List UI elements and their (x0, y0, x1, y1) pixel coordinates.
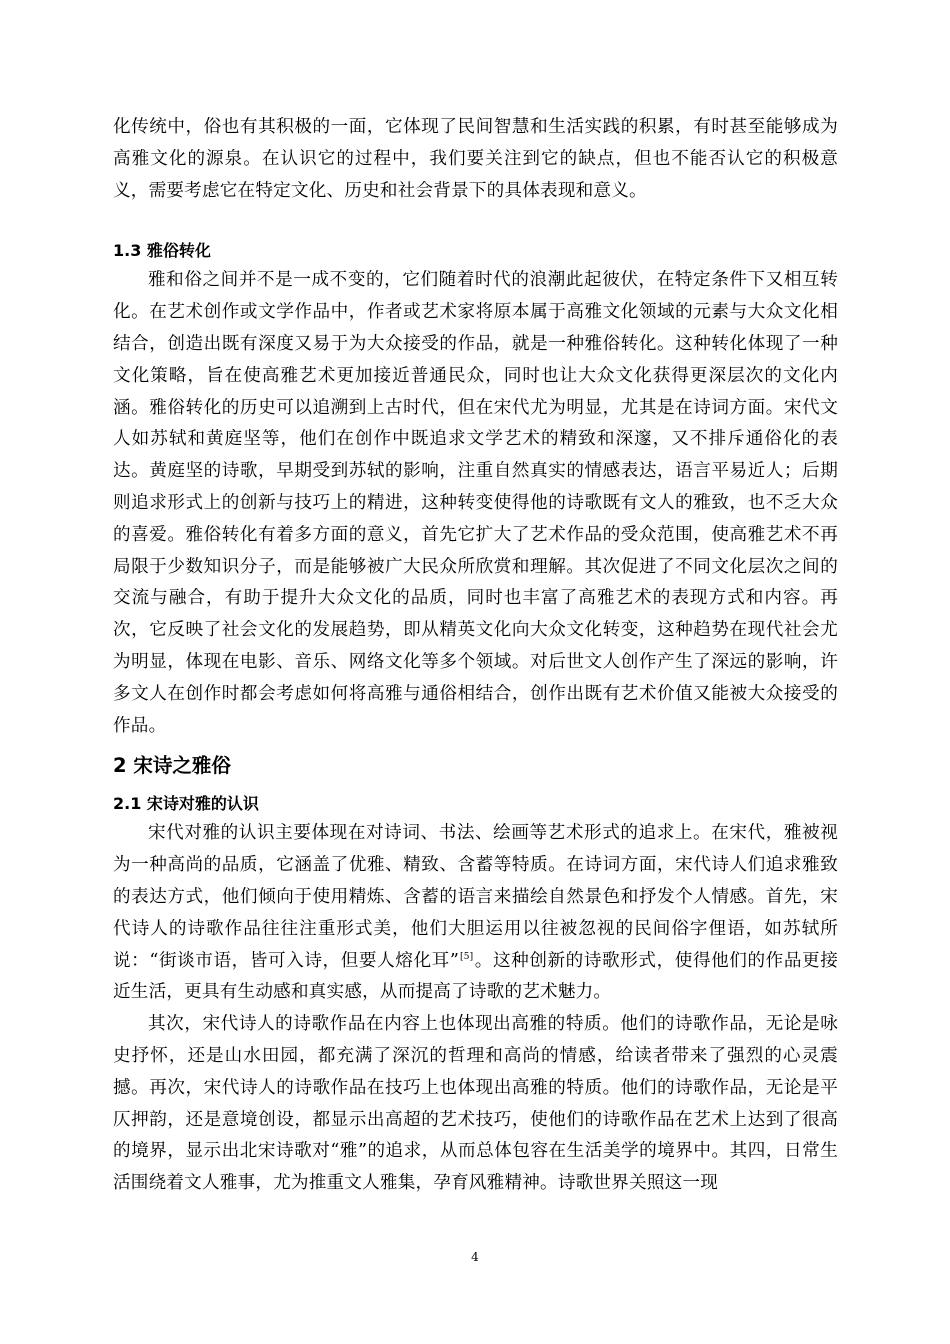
document-page (113, 112, 838, 1200)
spacer (113, 742, 838, 750)
section-2-1-paragraph-1 (113, 818, 838, 1009)
paragraph-text: 。这种创新的诗歌形式，使得他们的作品更接近生活，更具有生动感和真实感，从而提高了诗歌的艺术魅力。 (113, 950, 838, 1003)
page-number: 4 (471, 1250, 479, 1264)
paragraph-text: 宋代对雅的认识主要体现在对诗词、书法、绘画等艺术形式的追求上。在宋代，雅被视为一种高尚的品质，它涵盖了优雅、精致、含蓄等特质。在诗词方面，宋代诗人们追求雅致的表达方式，他们倾向于使用精炼、含蓄的语言来描绘自然景色和抒发个人情感。首先，宋代诗人的诗歌作品往往注重形式美，他们大胆运用以往被忽视的民间俗字俚语，如苏轼所说：“街谈市语，皆可入诗，但要人熔化耳” (113, 823, 838, 971)
spacer (113, 207, 838, 237)
section-heading-1-3: 1.3 雅俗转化 (113, 241, 211, 261)
section-heading-2-1: 2.1 宋诗对雅的认识 (113, 794, 259, 814)
citation-reference[interactable]: [5] (460, 951, 474, 962)
spacer (113, 782, 838, 790)
chapter-heading-2: 2 宋诗之雅俗 (113, 754, 231, 778)
intro-paragraph: 化传统中，俗也有其积极的一面，它体现了民间智慧和生活实践的积累，有时甚至能够成为高雅文化的源泉。在认识它的过程中，我们要关注到它的缺点，但也不能否认它的积极意义，需要考虑它在特定文化、历史和社会背景下的具体表现和意义。 (113, 117, 838, 201)
section-1-3-paragraph: 雅和俗之间并不是一成不变的，它们随着时代的浪潮此起彼伏，在特定条件下又相互转化。在艺术创作或文学作品中，作者或艺术家将原本属于高雅文化领域的元素与大众文化相结合，创造出既有深度又易于为大众接受的作品，就是一种雅俗转化。这种转化体现了一种文化策略，旨在使高雅艺术更加接近普通民众，同时也让大众文化获得更深层次的文化内涵。雅俗转化的历史可以追溯到上古时代，但在宋代尤为明显，尤其是在诗词方面。宋代文人如苏轼和黄庭坚等，他们在创作中既追求文学艺术的精致和深邃，又不排斥通俗化的表达。黄庭坚的诗歌，早期受到苏轼的影响，注重自然真实的情感表达，语言平易近人；后期则追求形式上的创新与技巧上的精进，这种转变使得他的诗歌既有文人的雅致，也不乏大众的喜爱。雅俗转化有着多方面的意义，首先它扩大了艺术作品的受众范围，使高雅艺术不再局限于少数知识分子，而是能够被广大民众所欣赏和理解。其次促进了不同文化层次之间的交流与融合，有助于提升大众文化的品质，同时也丰富了高雅艺术的表现方式和内容。再次，它反映了社会文化的发展趋势，即从精英文化向大众文化转变，这种趋势在现代社会尤为明显，体现在电影、音乐、网络文化等多个领域。对后世文人创作产生了深远的影响，许多文人在创作时都会考虑如何将高雅与通俗相结合，创作出既有艺术价值又能被大众接受的作品。 (113, 270, 838, 736)
section-2-1-paragraph-2: 其次，宋代诗人的诗歌作品在内容上也体现出高雅的特质。他们的诗歌作品，无论是咏史抒怀，还是山水田园，都充满了深沉的哲理和高尚的情感，给读者带来了强烈的心灵震撼。再次，宋代诗人的诗歌作品在技巧上也体现出高雅的特质。他们的诗歌作品，无论是平仄押韵，还是意境创设，都显示出高超的艺术技巧，使他们的诗歌作品在艺术上达到了很高的境界，显示出北宋诗歌对“雅”的追求，从而总体包容在生活美学的境界中。其四，日常生活围绕着文人雅事，尤为推重文人雅集，孕育风雅精神。诗歌世界关照这一现 (113, 1014, 838, 1194)
